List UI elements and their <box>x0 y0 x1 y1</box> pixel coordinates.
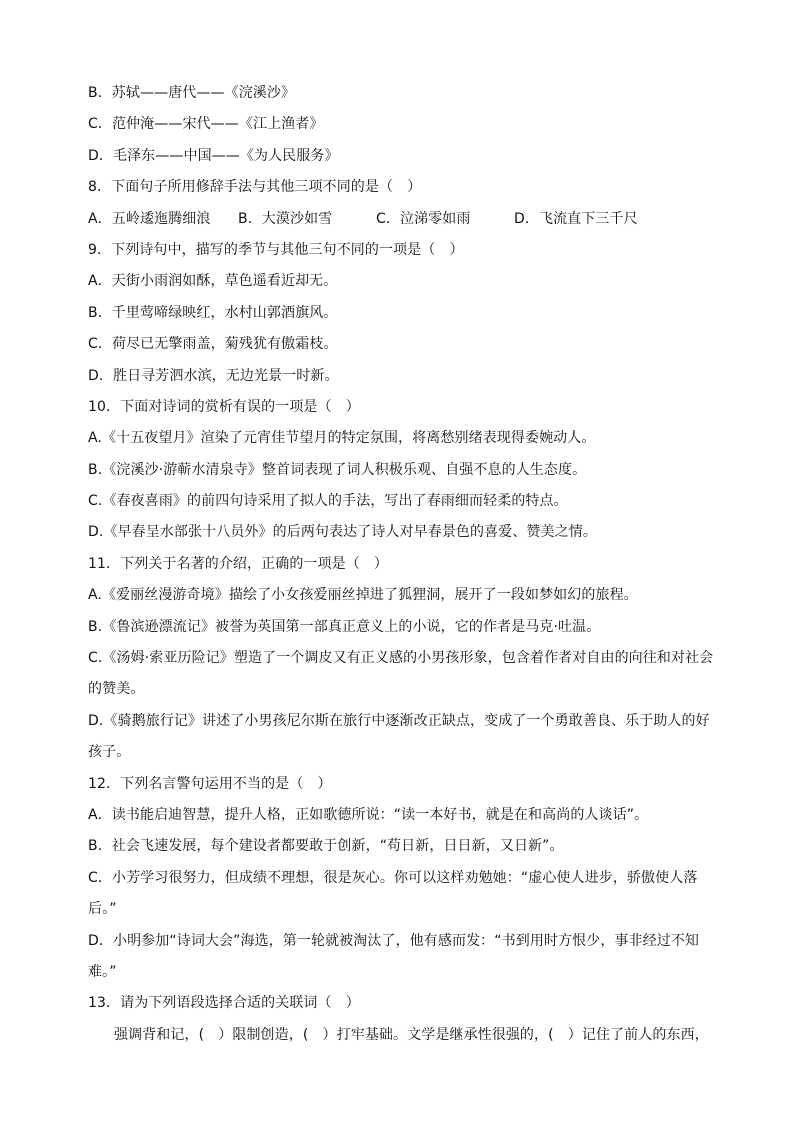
option-d: D．小明参加“诗词大会”海选，第一轮就被淘汰了，他有感而发：“书到用时方恨少，事非经过不知 <box>88 932 700 949</box>
option-b: B.《浣溪沙·游蕲水清泉寺》整首词表现了词人积极乐观、自强不息的人生态度。 <box>88 461 587 478</box>
question-13-passage: 强调背和记，( ）限制创造，( ）打牢基础。文学是继承性很强的，( ）记住了前人的东西， <box>114 1026 709 1043</box>
question-10: 10．下面对诗词的赏析有误的一项是（ ） <box>88 398 360 415</box>
option-d-continued: 难。” <box>88 963 117 980</box>
option-d: D．胜日寻芳泗水滨，无边光景一时新。 <box>88 367 339 384</box>
question-9: 9．下列诗句中，描写的季节与其他三句不同的一项是（ ） <box>88 241 464 258</box>
option-c: C．荷尽已无擎雨盖，菊残犹有傲霜枝。 <box>88 336 338 353</box>
option-a: A．天街小雨润如酥，草色遥看近却无。 <box>88 273 338 290</box>
question-11: 11．下列关于名著的介绍，正确的一项是（ ） <box>88 555 389 572</box>
option-a: A.《十五夜望月》渲染了元宵佳节望月的特定氛围，将离愁别绪表现得委婉动人。 <box>88 430 596 447</box>
option-c: C.《春夜喜雨》的前四句诗采用了拟人的手法，写出了春雨细而轻柔的特点。 <box>88 493 568 510</box>
option-c: C.《汤姆·索亚历险记》塑造了一个调皮又有正义感的小男孩形象，包含着作者对自由的向往和对社会 <box>88 650 714 667</box>
option-line: D．毛泽东——中国——《为人民服务》 <box>88 147 339 164</box>
question-8: 8．下面句子所用修辞手法与其他三项不同的是（ ） <box>88 179 422 196</box>
question-13: 13．请为下列语段选择合适的关联词（ ） <box>88 995 360 1012</box>
option-c-continued: 的赞美。 <box>88 681 145 698</box>
option-b: B.《鲁滨逊漂流记》被誉为英国第一部真正意义上的小说，它的作者是马克·吐温。 <box>88 618 601 635</box>
option-a: A.《爱丽丝漫游奇境》描绘了小女孩爱丽丝掉进了狐狸洞，展开了一段如梦如幻的旅程。 <box>88 587 638 604</box>
option-line: B．苏轼——唐代——《浣溪沙》 <box>88 85 296 101</box>
option-d: D．飞流直下三千尺 <box>514 210 638 227</box>
question-12: 12．下列名言警句运用不当的是（ ） <box>88 775 332 792</box>
option-d-continued: 孩子。 <box>88 744 131 761</box>
option-a: A．五岭逶迤腾细浪 <box>88 210 211 227</box>
option-c-continued: 后。” <box>88 901 117 918</box>
question-content <box>88 78 712 1051</box>
option-b: B．社会飞速发展，每个建设者都要敢于创新，“苟日新，日日新，又日新”。 <box>88 838 564 855</box>
option-b: B．千里莺啼绿映红，水村山郭酒旗风。 <box>88 304 338 321</box>
option-line: C．范仲淹——宋代——《江上渔者》 <box>88 116 324 133</box>
option-c: C．小芳学习很努力，但成绩不理想，很是灰心。你可以这样劝勉她：“虚心使人进步，骄傲使人落 <box>88 869 698 886</box>
option-c: C．泣涕零如雨 <box>376 210 471 227</box>
option-d: D.《骑鹅旅行记》讲述了小男孩尼尔斯在旅行中逐渐改正缺点，变成了一个勇敢善良、乐于助人的好 <box>88 712 710 729</box>
option-a: A．读书能启迪智慧，提升人格，正如歌德所说：“读一本好书，就是在和高尚的人谈话”。 <box>88 806 649 823</box>
question-8-options <box>88 204 712 235</box>
option-b: B．大漠沙如雪 <box>238 210 333 227</box>
option-d: D.《早春呈水部张十八员外》的后两句表达了诗人对早春景色的喜爱、赞美之情。 <box>88 524 597 541</box>
